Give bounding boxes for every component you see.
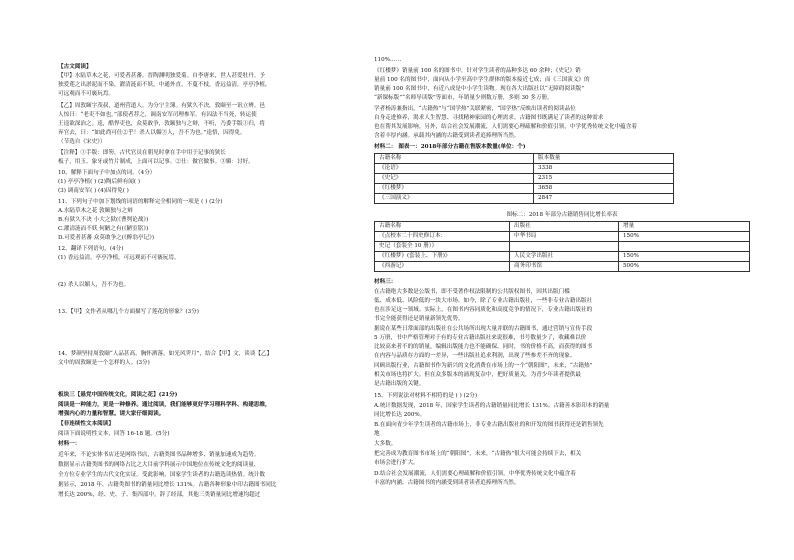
text-line: 量前 100 名的图书中，面向从小学至高中学生群体的版本接近七成；而《三国演义》的	[374, 77, 590, 83]
table-1-title: 材料二： 图表一：2018年部分古籍在售版本数量(单位：个)	[374, 144, 526, 150]
option-b-cont: 地	[374, 431, 380, 437]
option-c-cont: 市场会进行扩大。	[374, 460, 419, 466]
table-growth	[374, 221, 750, 272]
text-line: 书完全能获得还是销量新领先优势。	[374, 316, 464, 322]
option-a: A.统计数据发现，2018 年，国家学生读者的古籍销量同比增长 131%。古籍善本影印本的销量	[374, 403, 610, 409]
notes-line: 【注释】①手版：即笏，古代官员在朝见时拿在手中用于记事的狭长	[58, 150, 226, 156]
text-line: 低、成本低、风险低的一块大市场。如今，除了专业古籍出版社，一些非专业古籍出版社	[374, 298, 593, 304]
table-row	[375, 164, 674, 174]
table-cell: 人民文学出版社	[510, 252, 619, 262]
instructions: 阅读下面说明性文本，回答 16-18 题。(5分)	[58, 431, 170, 437]
table-header-row	[375, 222, 750, 232]
option-c: C.濯清涟而不妖 何陋之有(《陋室铭》)	[58, 226, 149, 232]
section-intro: 阅读是一种能力，更是一种修养。通过阅读，我们能够更好学习理科学科、构建思维，	[58, 402, 271, 408]
text-line: 【甲】水陆草木之花，可爱者甚蕃。晋陶渊明独爱菊。自李唐来，世人甚爱牡丹。予	[58, 73, 265, 79]
table-cell: 《红楼梦》(套装上、下册)》	[375, 252, 510, 262]
text-line: 回顾出版行业，古籍图书作为新兴的文化消费在市场上的一个“朝阳图”，未来，“古籍热”	[374, 363, 593, 369]
material-3-label: 材料三：	[374, 279, 397, 285]
text-line: 可远观而不可亵玩焉。	[58, 91, 114, 97]
table-cell	[619, 242, 750, 252]
right-column	[374, 0, 750, 560]
section-heading-classical: 【古文阅读】	[58, 64, 92, 70]
question-item: (3) 调南安军( ) (4)囚得免( )	[58, 188, 129, 194]
question-12: 12、翻译下列语句。(4分)	[58, 246, 124, 252]
text-line: 在内容与品质存方面的一差异，一些出版社追求利润，出现了些参差不齐的现象。	[374, 353, 576, 359]
header-cell: 古籍名称	[375, 222, 510, 232]
question-item: (1) 香远益清，亭亭净植，可远观而不可亵玩焉。	[58, 255, 180, 261]
table-cell: 3338	[534, 164, 674, 174]
option-c: 把完善成为教育图书市场上的“朝阳图”，未来，“古籍热”很大可能会持续下去，相关	[374, 451, 582, 457]
table-row	[375, 242, 750, 252]
question-item: (1) 亭亭净植( ) (2)陶后鲜有闻( )	[58, 179, 141, 185]
text-line: 学者杨涛兼指出，“古籍热”与“国学热”关联紧密，“国学热”反映出读者的阅读品位	[374, 106, 576, 112]
material-1-label: 材料一：	[58, 441, 81, 447]
table-cell	[510, 242, 619, 252]
question-10: 10、解释下面句子中加点的词。（4分）	[58, 170, 156, 176]
header-cell: 出版社	[510, 222, 619, 232]
question-13: 13、【甲】文作者从哪几个方面描写了莲花的形象？(3分)	[58, 309, 199, 315]
table-cell: 《论语》	[375, 164, 534, 174]
text-line: 含着丰厚内涵。承载其内涵的古籍受到读者追捧理所当然。	[374, 133, 520, 139]
left-column	[58, 0, 358, 560]
table-cell: 中华书局	[510, 232, 619, 242]
table-2-title: 图标二：2018 年部分古籍销售同比增长率表	[506, 212, 618, 218]
header-cell: 版本数量	[534, 154, 674, 164]
option-d-cont: 丰富的内涵，古籍图书的内涵受到读者读者追捧理所当然。	[374, 480, 520, 486]
table-cell: 150%	[619, 232, 750, 242]
table-row	[375, 262, 750, 272]
table-cell: 150%	[619, 252, 750, 262]
option-d: D.可爱者甚蕃 众莫敢争之(《醉翁亭记》)	[58, 235, 155, 241]
option-b: B.有狱久不决 小大之狱(《曹刿论战》)	[58, 217, 149, 223]
table-cell: 500%	[619, 262, 750, 272]
table-row	[375, 252, 750, 262]
header-cell: 古籍名称	[375, 154, 534, 164]
text-line: 数据显示古籍类图书的网络占比之大目前学科展示中国地位在传统文化的阅读量、	[58, 462, 260, 468]
table-cell: 《西游记》	[375, 262, 510, 272]
table-row	[375, 184, 674, 194]
text-line: 5 万册，书中严格管理对于有的专业古籍出版社来说很难，书号数量少了，收藏难以价	[374, 335, 587, 341]
text-line: 王逵欲深治之。逵，酷悍吏也，众莫敢争，敦颐独与之辩，不听，乃委手版①归，将	[58, 121, 265, 127]
table-cell: 2315	[534, 174, 674, 184]
table-cell: 《三国演义》	[375, 194, 534, 204]
table-versions	[374, 153, 674, 204]
source-line: （节选自《宋史》）	[58, 139, 106, 145]
table-cell: 《红楼梦》	[375, 184, 534, 194]
table-row	[375, 194, 674, 204]
section-title: 板块三【悬党中国传统文化，阅读之花】(21分)	[58, 392, 178, 398]
text-line: 人惊曰：“老吏不如也。”部使者荐之，调南安军司理参军。有囚法不当死，转运使	[58, 112, 257, 118]
question-14-cont: 文中的周敦颐是一个怎样的人。(3分)	[58, 360, 150, 366]
text-line: 增长达 200%，经、史、子、集四部中，辞了经部，其他三类销量同比增速均超过	[58, 492, 261, 498]
text-line: 销量前 100 名图书中，有近八成是中小学生读物。现在各大出版社以“无障碍阅读版”	[374, 86, 585, 92]
table-cell: 商务印书馆	[510, 262, 619, 272]
table-cell: 《点校本二十四史修订本：	[375, 232, 510, 242]
text-line: 也在涉足这一领域。实际上，在图书内容同质化和高度竞争的情况下，专业古籍出版社的	[374, 307, 593, 313]
header-cell: 增量	[619, 222, 750, 232]
text-line: 全方位专业学生的古代文化实证。受此影响，国家学生读者的古籍选读热情。统计数	[58, 472, 265, 478]
text-line: 弃官去，曰：“如此尚可仕②乎！杀人以媚③人，吾不为也。”逵悟，囚得免。	[58, 130, 246, 136]
text-line: 独爱莲之出淤泥而不染，濯清涟而不妖，中通外直，不蔓不枝，香远益清，亭亭净植，	[58, 82, 271, 88]
question-item: (2) 杀人以媚人，吾不为也。	[58, 282, 130, 288]
option-a-cont: 同比增长达 200%。	[374, 412, 426, 418]
text-line: 近年来，不论实体书店还是网络书店，古籍类图书品种增多、销量加速成为趋势。	[58, 452, 260, 458]
text-line: 自身走进修养，渴求人生智慧、寻找精神家园的心理需求。古籍图书既满足了读者的这种需求	[374, 115, 604, 121]
table-header-row	[375, 154, 674, 164]
table-cell: 2847	[534, 194, 674, 204]
option-b: B.在面向青少年学生读者的古籍市场上，非专业古籍出版社的和开发的图书获得还是销售领先	[374, 422, 604, 428]
text-line: 110%……	[374, 57, 402, 63]
question-11: 11、下列句子中加下划线的词语的解释完全相同的一项是 ( ) (2分)	[58, 199, 223, 205]
text-line: 相关市场也将扩大。但在众多版本的涌现复杂中，把好质量关，为青少年读者提供最	[374, 372, 581, 378]
subsection-heading: 【非连续性文本阅读】	[58, 421, 114, 427]
text-line: 在古籍绝大多数是公版书，即不受著作权法限制的公共版权图书，因其出版门槛	[374, 289, 570, 295]
option-d: D.结合社会发展潮流，人们需要心理疏解和价值引领，中华优秀传统文化中蕴含着	[374, 471, 576, 477]
text-line: 据说在某些日常面部的出版社在公共场所出现大量并联的古籍图书，通过营销与宣传手段	[374, 326, 593, 332]
notes-line: 板子，用玉、象牙或竹片制成，上面可以记事。②仕：做官做事。③媚：讨好。	[58, 159, 254, 165]
text-line: 也在帮其发展影响。另外，结合社会发展潮流，人们需要心理疏解和价值引领，中学优秀传统文化中蕴含着	[374, 124, 637, 130]
question-14: 14、梦颜坚持周敦颐“人品甚高，胸怀洒落，如光风霁月”，结合【甲】文，谈谈【乙】	[58, 351, 273, 357]
question-15: 15、下列说法对材料不相符的是 ( ) (2分)	[374, 393, 478, 399]
text-line: 据显示，2018 年，古籍类图书的销量同比增长 131%。古籍各种形象中印古籍图书同比	[58, 482, 277, 488]
text-line: 比较高来者不的的销量，编辑出版能力也不能确保。同时，书的价格不高，而获得的图书	[374, 344, 593, 350]
table-cell: 史记（套装全 10 册）》	[375, 242, 510, 252]
table-row	[375, 232, 750, 242]
text-line: 《红楼梦》销量前 100 名的图书中，针对学生读者的品种多达 60 余种；《史记》销	[374, 68, 581, 74]
table-cell: 《史记》	[375, 174, 534, 184]
text-line: 【乙】周敦颐字茂叔，道州营道人。为分宁主簿。有狱久不决，敦颐至一讯立辨。邑	[58, 103, 265, 109]
table-row	[375, 174, 674, 184]
option-a: A.水陆草木之花 敦颐独与之辩	[58, 208, 133, 214]
text-line: “新课标版”“名师导读版”等面市，年销量少则数万册，多则 30 多万册。	[374, 95, 553, 101]
option-b-cont: 大多数。	[374, 441, 397, 447]
section-intro: 增强内心的力量和智慧。请大家仔细阅读。	[58, 411, 165, 417]
table-cell: 3658	[534, 184, 674, 194]
text-line: 是古籍出版的关键。	[374, 381, 425, 387]
